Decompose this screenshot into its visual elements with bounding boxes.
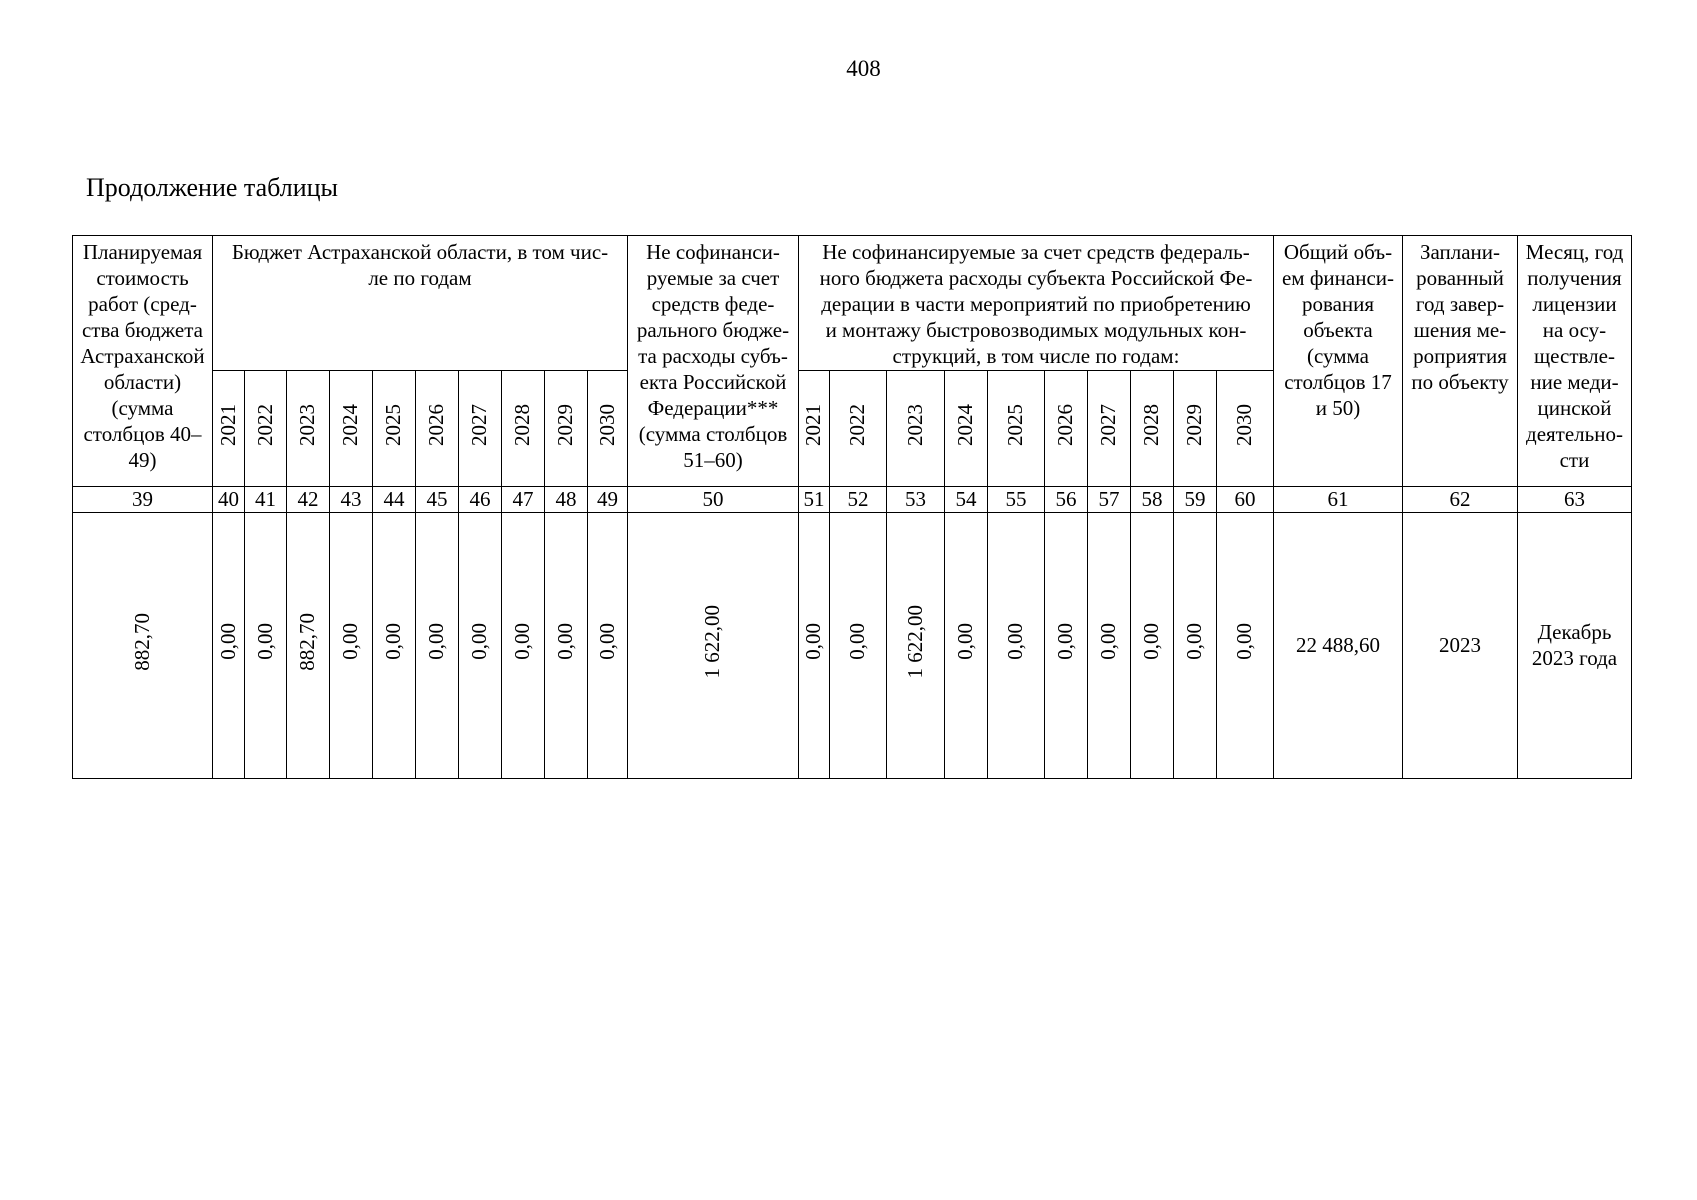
value-regional: 0,00 bbox=[502, 512, 545, 778]
column-number: 50 bbox=[628, 486, 799, 512]
year-header-modular: 2027 bbox=[1088, 370, 1131, 486]
year-header-regional: 2023 bbox=[287, 370, 330, 486]
year-header-regional: 2029 bbox=[545, 370, 588, 486]
value-col63: Декабрь 2023 года bbox=[1518, 512, 1632, 778]
header-col63: Месяц, год получения лицензии на осу- ществле- ние меди- цинской деятельно- сти bbox=[1518, 236, 1632, 487]
value-regional: 0,00 bbox=[245, 512, 287, 778]
column-number: 55 bbox=[988, 486, 1045, 512]
value-col61: 22 488,60 bbox=[1274, 512, 1403, 778]
column-number: 49 bbox=[588, 486, 628, 512]
column-number: 40 bbox=[213, 486, 245, 512]
column-number: 47 bbox=[502, 486, 545, 512]
year-header-regional: 2030 bbox=[588, 370, 628, 486]
value-modular: 0,00 bbox=[1174, 512, 1217, 778]
value-modular: 1 622,00 bbox=[887, 512, 945, 778]
column-number: 44 bbox=[373, 486, 416, 512]
value-col39: 882,70 bbox=[73, 512, 213, 778]
header-col50: Не софинанси- руемые за счет средств феде- рального бюдже- та расходы субъ- екта Российской Федерации*** (сумма столбцов 51–60) bbox=[628, 236, 799, 487]
value-regional: 0,00 bbox=[213, 512, 245, 778]
year-header-regional: 2024 bbox=[330, 370, 373, 486]
year-header-regional: 2028 bbox=[502, 370, 545, 486]
value-regional: 882,70 bbox=[287, 512, 330, 778]
value-modular: 0,00 bbox=[1045, 512, 1088, 778]
year-header-modular: 2028 bbox=[1131, 370, 1174, 486]
value-regional: 0,00 bbox=[416, 512, 459, 778]
column-number: 43 bbox=[330, 486, 373, 512]
column-number: 51 bbox=[799, 486, 830, 512]
value-modular: 0,00 bbox=[1088, 512, 1131, 778]
value-modular: 0,00 bbox=[1217, 512, 1274, 778]
value-regional: 0,00 bbox=[459, 512, 502, 778]
year-header-regional: 2027 bbox=[459, 370, 502, 486]
column-number: 57 bbox=[1088, 486, 1131, 512]
column-number: 52 bbox=[830, 486, 887, 512]
value-modular: 0,00 bbox=[799, 512, 830, 778]
column-number: 60 bbox=[1217, 486, 1274, 512]
header-row bbox=[73, 236, 1632, 371]
value-regional: 0,00 bbox=[588, 512, 628, 778]
year-header-modular: 2030 bbox=[1217, 370, 1274, 486]
column-number: 45 bbox=[416, 486, 459, 512]
column-number: 46 bbox=[459, 486, 502, 512]
value-regional: 0,00 bbox=[545, 512, 588, 778]
page-number: 408 bbox=[846, 56, 881, 81]
header-col39: Планируемая стоимость работ (сред- ства бюджета Астраханской области) (сумма столбцов 40– 49) bbox=[73, 236, 213, 487]
value-col50: 1 622,00 bbox=[628, 512, 799, 778]
value-modular: 0,00 bbox=[945, 512, 988, 778]
value-modular: 0,00 bbox=[1131, 512, 1174, 778]
value-regional: 0,00 bbox=[330, 512, 373, 778]
column-number: 53 bbox=[887, 486, 945, 512]
header-modular-constructions: Не софинансируемые за счет средств федераль- ного бюджета расходы субъекта Российской Фе- дерации в части мероприятий по приобретению и монтажу быстровозводимых модульных кон- струкций, в том числе по годам: bbox=[799, 236, 1274, 371]
value-modular: 0,00 bbox=[830, 512, 887, 778]
column-number: 41 bbox=[245, 486, 287, 512]
year-header-regional: 2026 bbox=[416, 370, 459, 486]
header-col61: Общий объ- ем финанси- рования объекта (сумма столбцов 17 и 50) bbox=[1274, 236, 1403, 487]
column-number-row bbox=[73, 486, 1632, 512]
column-number: 59 bbox=[1174, 486, 1217, 512]
column-number: 56 bbox=[1045, 486, 1088, 512]
year-header-modular: 2023 bbox=[887, 370, 945, 486]
year-header-modular: 2021 bbox=[799, 370, 830, 486]
column-number: 63 bbox=[1518, 486, 1632, 512]
year-header-modular: 2022 bbox=[830, 370, 887, 486]
header-regional-budget: Бюджет Астраханской области, в том чис- ле по годам bbox=[213, 236, 628, 371]
year-header-modular: 2029 bbox=[1174, 370, 1217, 486]
table-caption: Продолжение таблицы bbox=[86, 173, 338, 202]
column-number: 58 bbox=[1131, 486, 1174, 512]
column-number: 61 bbox=[1274, 486, 1403, 512]
financing-table bbox=[72, 235, 1632, 779]
column-number: 62 bbox=[1403, 486, 1518, 512]
value-regional: 0,00 bbox=[373, 512, 416, 778]
value-col62: 2023 bbox=[1403, 512, 1518, 778]
column-number: 54 bbox=[945, 486, 988, 512]
column-number: 48 bbox=[545, 486, 588, 512]
header-col62: Заплани- рованный год завер- шения ме- роприятия по объекту bbox=[1403, 236, 1518, 487]
column-number: 42 bbox=[287, 486, 330, 512]
year-header-regional: 2025 bbox=[373, 370, 416, 486]
column-number: 39 bbox=[73, 486, 213, 512]
year-header-regional: 2022 bbox=[245, 370, 287, 486]
table-row bbox=[73, 512, 1632, 778]
year-header-modular: 2024 bbox=[945, 370, 988, 486]
year-header-modular: 2025 bbox=[988, 370, 1045, 486]
value-modular: 0,00 bbox=[988, 512, 1045, 778]
year-header-modular: 2026 bbox=[1045, 370, 1088, 486]
year-header-regional: 2021 bbox=[213, 370, 245, 486]
